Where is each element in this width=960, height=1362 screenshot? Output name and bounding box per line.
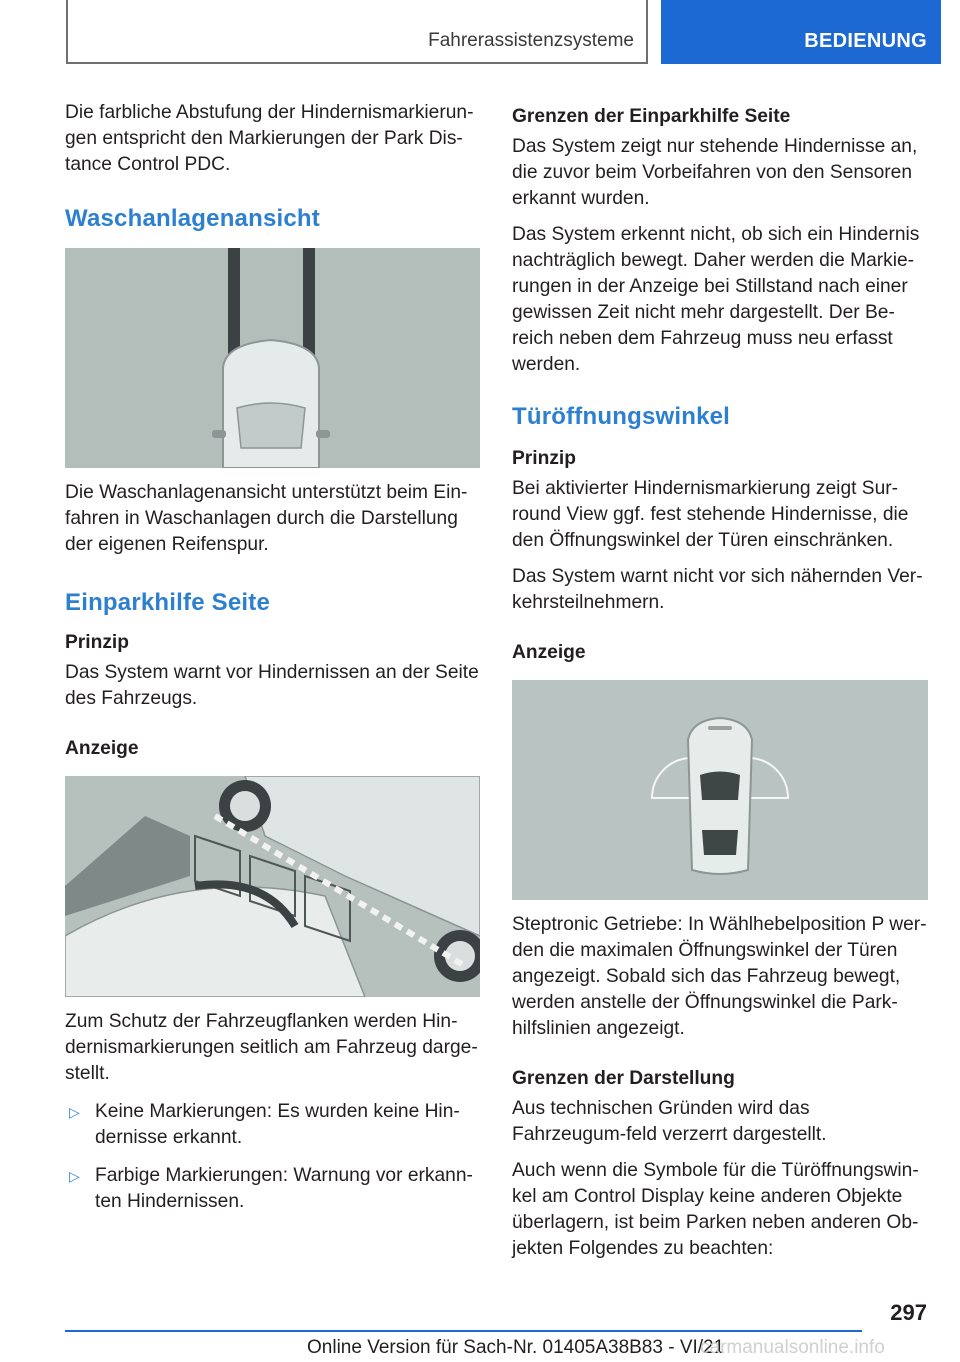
subheading-prinzip: Prinzip <box>512 448 576 469</box>
header-tab-label: BEDIENUNG <box>804 30 927 52</box>
subheading-anzeige: Anzeige <box>512 642 586 663</box>
list-item <box>65 1099 480 1151</box>
header-tab[interactable] <box>661 0 941 64</box>
bullet-triangle-icon: ▷ <box>69 1168 80 1184</box>
subheading-anzeige: Anzeige <box>65 738 139 759</box>
bullet-triangle-icon: ▷ <box>69 1104 80 1120</box>
page-number: 297 <box>890 1300 927 1325</box>
list-item-text: Keine Markierungen: Es wurden keine Hin-dernisse erkannt. <box>95 1101 460 1148</box>
intro-text: Die farbliche Abstufung der Hindernismarkierun-gen entspricht den Markierungen der Park Dis-tance Control PDC. <box>65 102 474 175</box>
list-item-text: Farbige Markierungen: Warnung vor erkann-ten Hindernissen. <box>95 1165 473 1212</box>
side-display-description: Zum Schutz der Fahrzeugflanken werden Hin-dernismarkierungen seitlich am Fahrzeug darge-stellt. <box>65 1011 478 1084</box>
darstellung-paragraph-1: Aus technischen Gründen wird das Fahrzeugum-feld verzerrt dargestellt. <box>512 1098 827 1145</box>
footer-divider <box>65 1330 862 1332</box>
heading-tueroeffnungswinkel: Türöffnungswinkel <box>512 403 731 430</box>
right-column <box>512 104 928 1272</box>
door-display-description: Steptronic Getriebe: In Wählhebelposition P wer-den die maximalen Öffnungswinkel der Türen angezeigt. Sobald sich das Fahrzeug bewegt, werden anstelle der Öffnungswinkel die Park-hilfslinien angezeigt. <box>512 914 927 1039</box>
prinzip-paragraph-2: Das System warnt nicht vor sich nähernden Ver-kehrsteilnehmern. <box>512 566 923 613</box>
subheading-prinzip: Prinzip <box>65 632 129 653</box>
watermark: carmanualsonline.info <box>700 1337 885 1358</box>
grenzen-paragraph-1: Das System zeigt nur stehende Hindernisse an, die zuvor beim Vorbeifahren von den Sensoren erkannt wurden. <box>512 136 918 209</box>
side-parking-assist-image <box>65 776 480 997</box>
subheading-grenzen-einparkhilfe: Grenzen der Einparkhilfe Seite <box>512 106 791 127</box>
car-wash-view-image <box>65 248 480 468</box>
footer-online-version: Online Version für Sach-Nr. 01405A38B83 - VI/21 <box>307 1337 725 1358</box>
grenzen-paragraph-2: Das System erkennt nicht, ob sich ein Hindernis nachträglich bewegt. Daher werden die Markie-rungen in der Anzeige bei Stillstand nach einer gewissen Zeit nicht mehr dargestellt. Der Be-reich neben dem Fahrzeug muss neu erfasst werden. <box>512 224 920 375</box>
header-section <box>66 0 648 64</box>
marker-legend-list <box>65 1099 480 1215</box>
wash-description: Die Waschanlagenansicht unterstützt beim Ein-fahren in Waschanlagen durch die Darstellung der eigenen Reifenspur. <box>65 482 468 555</box>
subheading-grenzen-darstellung: Grenzen der Darstellung <box>512 1068 735 1089</box>
door-opening-angle-image <box>512 680 928 900</box>
prinzip-text: Das System warnt vor Hindernissen an der Seite des Fahrzeugs. <box>65 662 479 709</box>
header-section-title: Fahrerassistenzsysteme <box>428 30 634 51</box>
left-column <box>65 100 480 1227</box>
list-item <box>65 1163 480 1215</box>
darstellung-paragraph-2: Auch wenn die Symbole für die Türöffnungswin-kel am Control Display keine anderen Objekte überlagern, ist beim Parken neben anderen Ob-jekten Folgendes zu beachten: <box>512 1160 919 1259</box>
heading-waschanlagenansicht: Waschanlagenansicht <box>65 205 320 232</box>
prinzip-paragraph-1: Bei aktivierter Hindernismarkierung zeigt Sur-round View ggf. fest stehende Hindernisse, die den Öffnungswinkel der Türen einschränken. <box>512 478 909 551</box>
heading-einparkhilfe-seite: Einparkhilfe Seite <box>65 589 270 616</box>
